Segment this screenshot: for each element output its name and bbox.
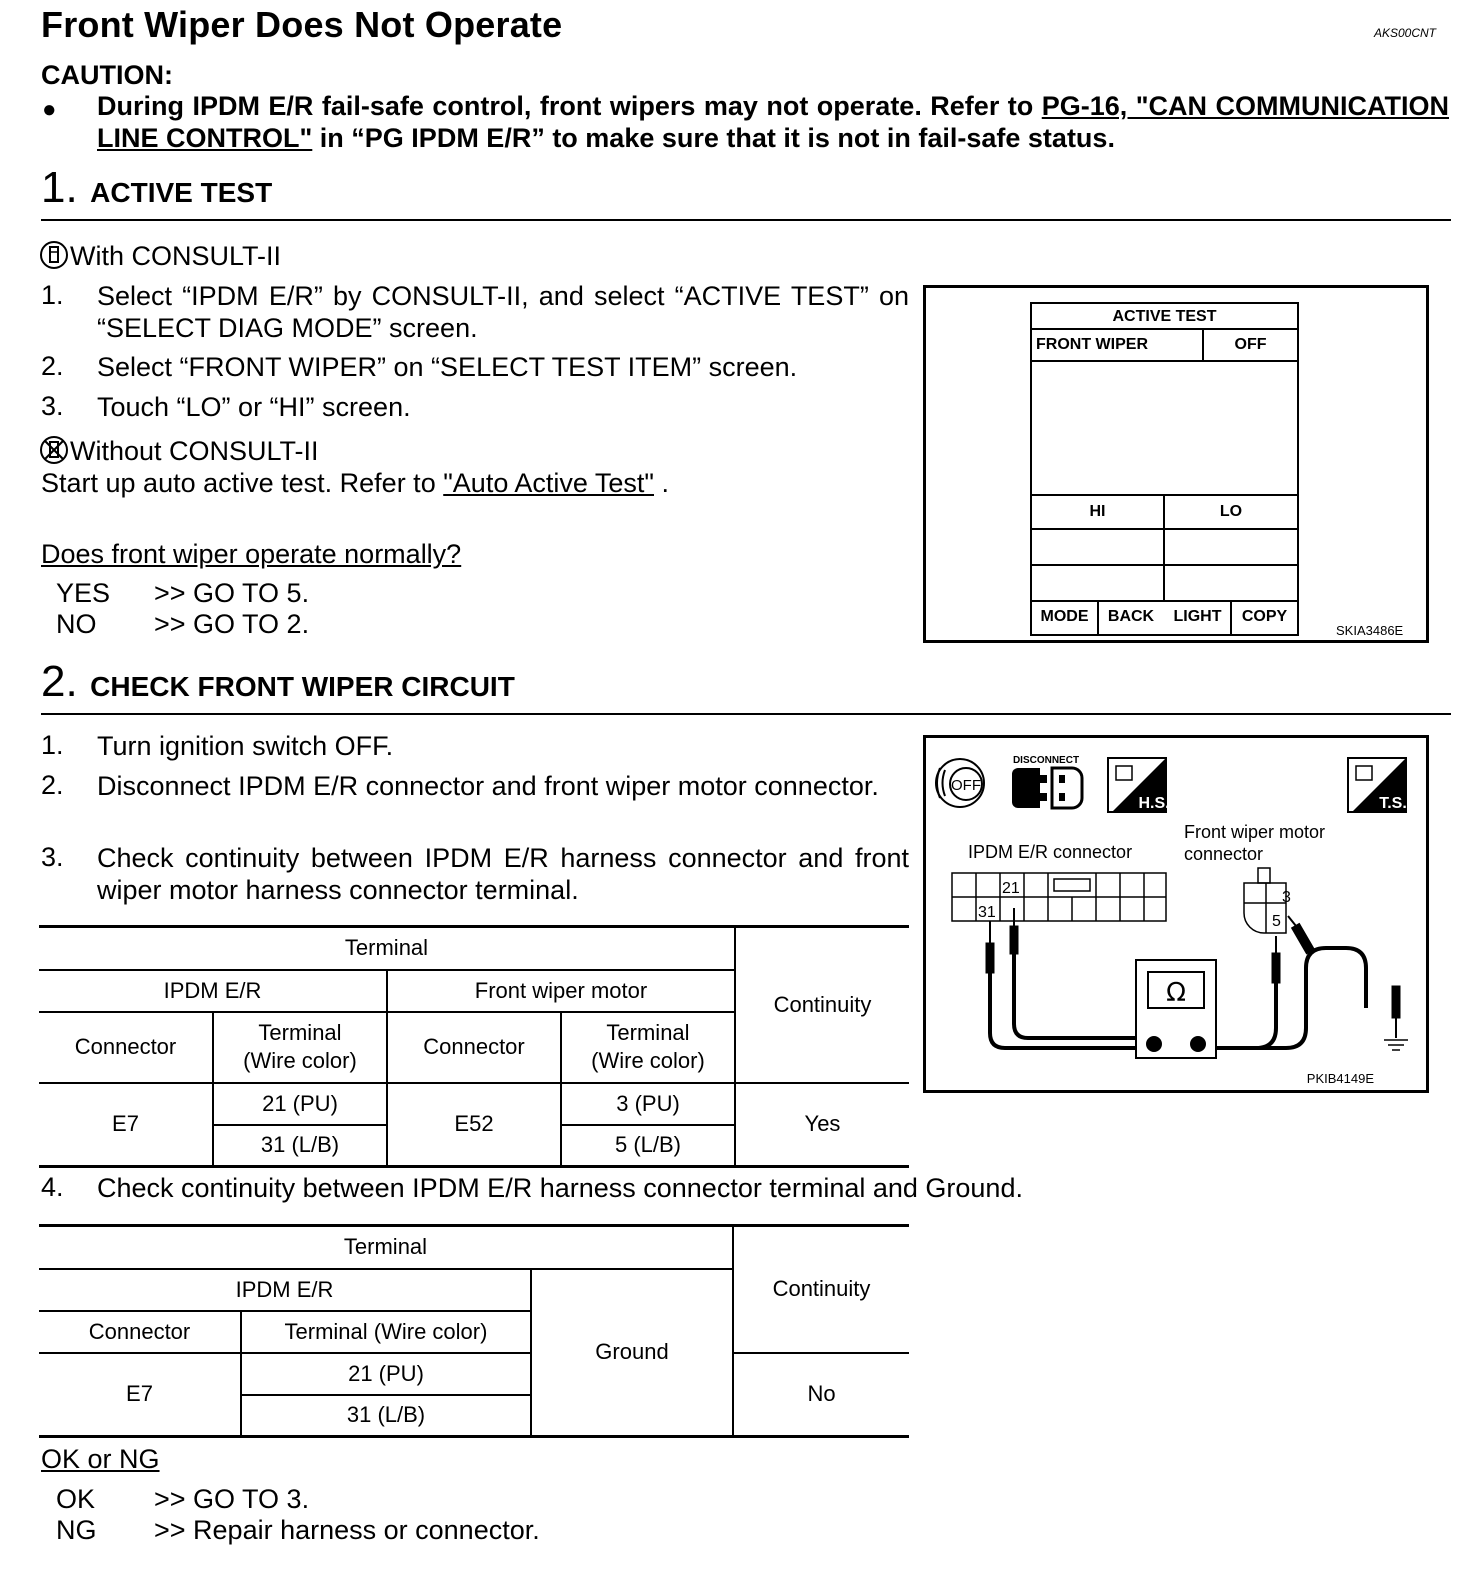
ipdm-connector-label: IPDM E/R connector xyxy=(968,842,1133,862)
step2-item1-num: 1. xyxy=(41,730,64,760)
circuit-diagram-figure xyxy=(923,735,1429,1093)
ts-text: T.S. xyxy=(1379,795,1407,812)
t1-ipdm-connector: E7 xyxy=(39,1083,213,1167)
t1-motor-connector-header: Connector xyxy=(387,1012,561,1083)
caution-bullet: ● xyxy=(42,96,57,123)
caution-text-before: During IPDM E/R fail-safe control, front wipers may not operate. Refer to xyxy=(97,91,1042,121)
caution-heading: CAUTION: xyxy=(41,60,173,90)
step2-item3-num: 3. xyxy=(41,842,64,872)
with-consult-line xyxy=(40,240,281,272)
ohm-symbol: Ω xyxy=(1166,978,1186,1008)
step2-item3-text: Check continuity between IPDM E/R harness connector and front wiper motor harness connector terminal. xyxy=(97,843,909,905)
step1-item3-text: Touch “LO” or “HI” screen. xyxy=(97,392,411,422)
step2-answer-ok-value: >> GO TO 3. xyxy=(154,1484,310,1514)
motor-connector-label-2: connector xyxy=(1184,844,1264,864)
t2-connector-header: Connector xyxy=(39,1311,241,1353)
auto-active-test-line xyxy=(41,467,669,499)
step1-rule xyxy=(41,219,1451,221)
step1-answer-yes-key: YES xyxy=(56,578,111,608)
step2-item1-text: Turn ignition switch OFF. xyxy=(97,731,394,761)
disconnect-text: DISCONNECT xyxy=(1012,755,1080,766)
t1-motor-terminal-wire-header: Terminal (Wire color) xyxy=(561,1012,735,1083)
continuity-table-2 xyxy=(39,1224,909,1438)
pin-5-label: 5 xyxy=(1272,913,1281,930)
continuity-table-1 xyxy=(39,925,909,1168)
caution-text xyxy=(97,90,1449,154)
ignition-off-text: OFF xyxy=(951,777,981,794)
t1-motor-header: Front wiper motor xyxy=(387,970,735,1012)
screen-item: FRONT WIPER xyxy=(1036,336,1148,353)
ohmmeter xyxy=(1136,960,1216,1058)
t2-ipdm-term-31: 31 (L/B) xyxy=(241,1395,531,1437)
step2-answer-ng-key: NG xyxy=(56,1515,97,1545)
ground-symbol xyxy=(1384,1040,1408,1050)
consult-icon xyxy=(40,241,68,269)
t2-continuity-header: Continuity xyxy=(733,1226,909,1353)
step1-question: Does front wiper operate normally? xyxy=(41,539,462,569)
step1-answer-no-value: >> GO TO 2. xyxy=(154,609,310,639)
page-title: Front Wiper Does Not Operate xyxy=(41,4,563,45)
circuit-figure-code: PKIB4149E xyxy=(1306,1071,1374,1086)
t1-result: Yes xyxy=(735,1083,909,1167)
hs-text: H.S. xyxy=(1138,795,1170,812)
no-consult-icon xyxy=(40,436,68,464)
screen-title: ACTIVE TEST xyxy=(1112,308,1217,325)
screen-back-button[interactable]: BACK xyxy=(1107,608,1155,625)
step1-answer-yes-value: >> GO TO 5. xyxy=(154,578,310,608)
step2-item4-num: 4. xyxy=(41,1172,64,1202)
t2-result: No xyxy=(733,1353,909,1437)
t1-terminal-wire-header: Terminal (Wire color) xyxy=(213,1012,387,1083)
t2-ipdm-header: IPDM E/R xyxy=(39,1269,531,1311)
pin-21-label: 21 xyxy=(1002,880,1020,897)
t1-continuity-header: Continuity xyxy=(735,927,909,1083)
document-code: AKS00CNT xyxy=(1373,26,1436,40)
t1-motor-term-5: 5 (L/B) xyxy=(561,1125,735,1167)
t1-ipdm-header: IPDM E/R xyxy=(39,970,387,1012)
probe-right xyxy=(1272,916,1400,1038)
t1-ipdm-term-31: 31 (L/B) xyxy=(213,1125,387,1167)
step2-heading: CHECK FRONT WIPER CIRCUIT xyxy=(90,671,515,702)
step2-number: 2. xyxy=(41,657,78,706)
t1-ipdm-term-21: 21 (PU) xyxy=(213,1083,387,1125)
auto-active-test-link[interactable]: "Auto Active Test" xyxy=(443,468,654,498)
step1-header xyxy=(41,163,273,212)
step1-answer-no-key: NO xyxy=(56,609,97,639)
step2-item2-text: Disconnect IPDM E/R connector and front wiper motor connector. xyxy=(97,771,879,801)
t2-ground: Ground xyxy=(531,1269,733,1437)
motor-connector-label-1: Front wiper motor xyxy=(1184,822,1326,842)
with-consult-label: With CONSULT-II xyxy=(70,241,282,271)
pin-31-label: 31 xyxy=(978,904,996,921)
pin-3-label: 3 xyxy=(1282,889,1291,906)
screen-copy-button[interactable]: COPY xyxy=(1241,608,1288,625)
t1-terminal-header: Terminal xyxy=(39,927,735,970)
step1-heading: ACTIVE TEST xyxy=(90,177,273,208)
t2-ipdm-connector: E7 xyxy=(39,1353,241,1437)
step1-item1-num: 1. xyxy=(41,280,64,310)
screen-state: OFF xyxy=(1234,336,1267,353)
step2-header xyxy=(41,657,515,706)
consult-screen xyxy=(1030,302,1299,636)
step1-item3-num: 3. xyxy=(41,391,64,421)
t1-motor-connector: E52 xyxy=(387,1083,561,1167)
step2-question: OK or NG xyxy=(41,1444,160,1474)
step1-item1-text: Select “IPDM E/R” by CONSULT-II, and select “ACTIVE TEST” on “SELECT DIAG MODE” screen. xyxy=(97,281,909,343)
screen-light-button[interactable]: LIGHT xyxy=(1173,608,1222,625)
screen-hi-button[interactable]: HI xyxy=(1089,503,1106,520)
step2-item2-num: 2. xyxy=(41,770,64,800)
t1-connector-header: Connector xyxy=(39,1012,213,1083)
step1-item2-text: Select “FRONT WIPER” on “SELECT TEST ITEM” screen. xyxy=(97,352,798,382)
t2-terminal-header: Terminal xyxy=(39,1226,733,1269)
active-test-figure xyxy=(923,285,1429,643)
step2-answer-ok-key: OK xyxy=(56,1484,96,1514)
disconnect-icon xyxy=(1012,768,1082,808)
active-test-figure-code: SKIA3486E xyxy=(1336,623,1404,638)
circuit-diagram xyxy=(926,738,1426,1090)
caution-link[interactable]: PG-16, "CAN COMMUNICATION LINE CONTROL" xyxy=(97,91,1449,153)
step2-rule xyxy=(41,713,1451,715)
t2-ipdm-term-21: 21 (PU) xyxy=(241,1353,531,1395)
without-consult-line xyxy=(40,435,319,467)
screen-lo-button[interactable]: LO xyxy=(1219,503,1243,520)
step2-item4-text: Check continuity between IPDM E/R harness connector terminal and Ground. xyxy=(97,1173,1023,1203)
step2-answer-ng-value: >> Repair harness or connector. xyxy=(154,1515,540,1545)
auto-active-test-end: . xyxy=(654,468,670,498)
screen-mode-button[interactable]: MODE xyxy=(1040,608,1089,625)
without-consult-label: Without CONSULT-II xyxy=(70,436,319,466)
step1-item2-num: 2. xyxy=(41,351,64,381)
step1-number: 1. xyxy=(41,163,78,212)
auto-active-test-text: Start up auto active test. Refer to xyxy=(41,468,444,498)
caution-text-after: in “PG IPDM E/R” to make sure that it is not in fail-safe status. xyxy=(312,123,1115,153)
t2-terminal-wire-header: Terminal (Wire color) xyxy=(241,1311,531,1353)
t1-motor-term-3: 3 (PU) xyxy=(561,1083,735,1125)
